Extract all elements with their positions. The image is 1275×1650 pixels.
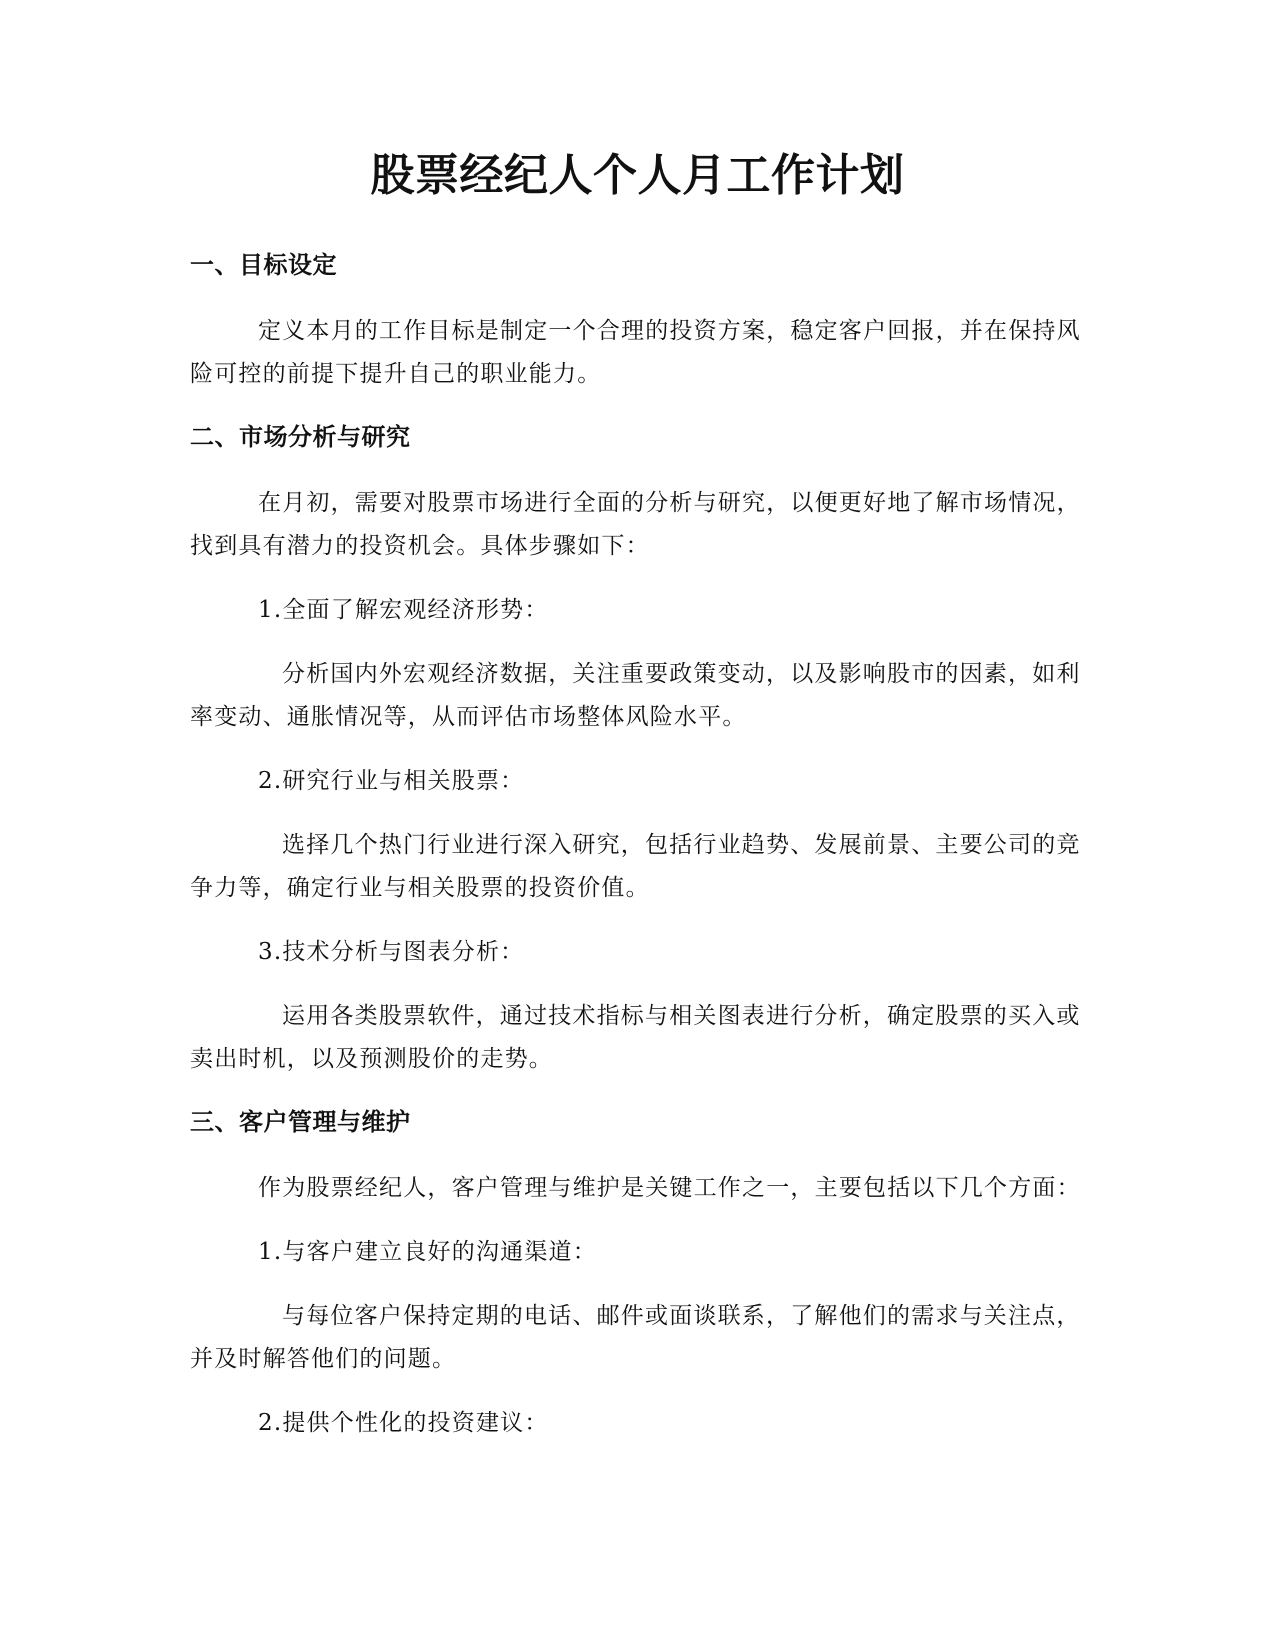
- section-heading-client-management: 三、客户管理与维护: [190, 1108, 411, 1136]
- list-item-text: 分析国内外宏观经济数据，关注重要政策变动，以及影响股市的因素，如利率变动、通胀情况等，从而评估市场整体风险水平。: [190, 661, 1081, 730]
- list-item-label: 1.全面了解宏观经济形势：: [258, 597, 549, 623]
- section-paragraph: 在月初，需要对股票市场进行全面的分析与研究，以便更好地了解市场情况，找到具有潜力的投资机会。具体步骤如下：: [190, 490, 1081, 559]
- list-item-label: 1.与客户建立良好的沟通渠道：: [258, 1239, 597, 1265]
- section-heading-market-analysis: 二、市场分析与研究: [190, 423, 411, 451]
- list-item-label: 2.研究行业与相关股票：: [258, 768, 525, 794]
- section-heading-goals: 一、目标设定: [190, 251, 337, 279]
- document-body: [190, 250, 1082, 1445]
- section-paragraph: 定义本月的工作目标是制定一个合理的投资方案，稳定客户回报，并在保持风险可控的前提下提升自己的职业能力。: [190, 318, 1081, 387]
- section-paragraph: 作为股票经纪人，客户管理与维护是关键工作之一，主要包括以下几个方面：: [258, 1175, 1081, 1201]
- list-item-text: 选择几个热门行业进行深入研究，包括行业趋势、发展前景、主要公司的竞争力等，确定行业与相关股票的投资价值。: [190, 832, 1081, 901]
- list-item-text: 运用各类股票软件，通过技术指标与相关图表进行分析，确定股票的买入或卖出时机，以及预测股价的走势。: [190, 1003, 1081, 1072]
- list-item-label: 2.提供个性化的投资建议：: [258, 1410, 549, 1436]
- document-title: 股票经纪人个人月工作计划: [370, 150, 905, 201]
- list-item-label: 3.技术分析与图表分析：: [258, 939, 525, 965]
- list-item-text: 与每位客户保持定期的电话、邮件或面谈联系，了解他们的需求与关注点，并及时解答他们的问题。: [190, 1303, 1081, 1372]
